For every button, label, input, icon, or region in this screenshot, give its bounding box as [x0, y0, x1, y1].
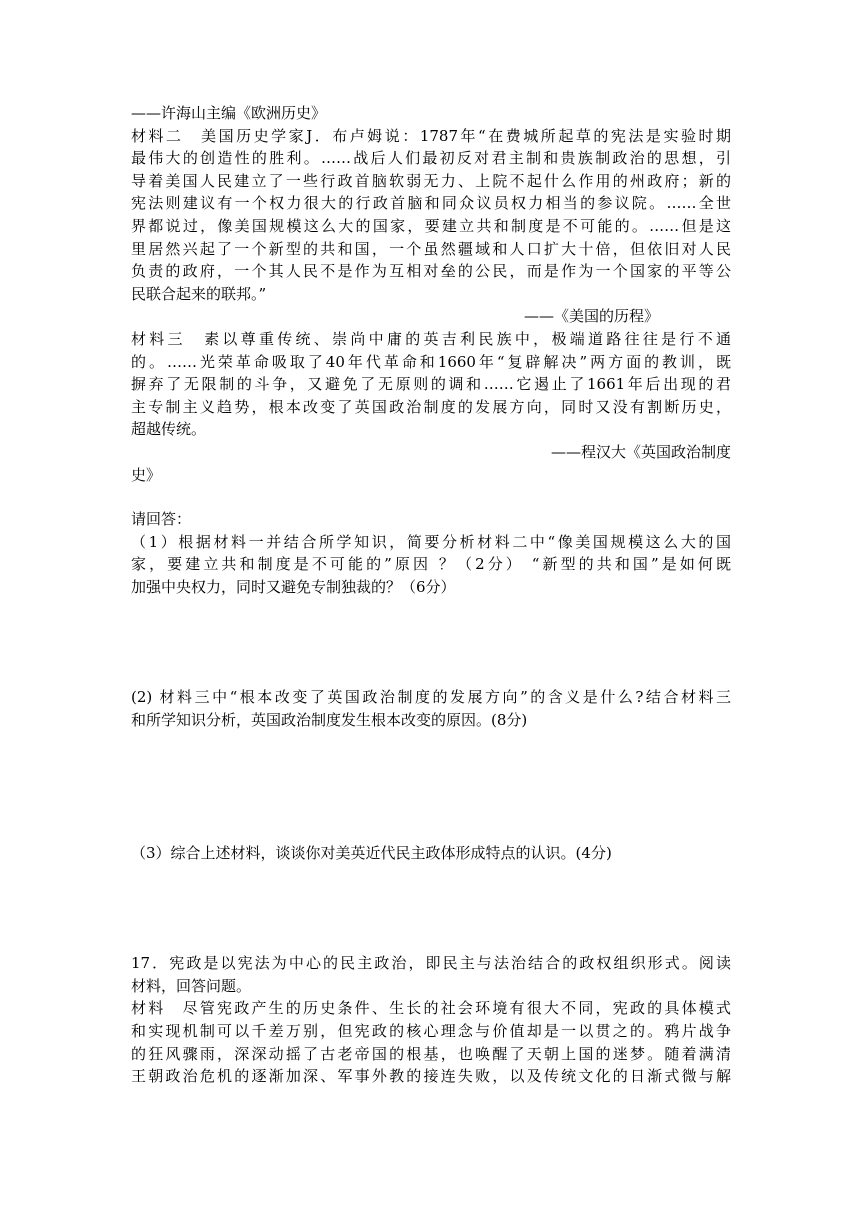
- question-3: [131, 842, 731, 865]
- material-two-line: 最伟大的创造性的胜利。……战后人们最初反对君主制和贵族制政治的思想，引: [131, 149, 731, 168]
- material-two-line: 导着美国人民建立了一些行政首脑软弱无力、上院不起什么作用的州政府；新的: [131, 171, 731, 190]
- question-2-line: 和所学知识分析，英国政治制度发生根本改变的原因。(8分): [131, 711, 528, 730]
- material-two: [131, 125, 731, 328]
- answer-space-3[interactable]: [131, 864, 731, 952]
- material-two-line: 宪法则建议有一个权力很大的行政首脑和同众议员权力相当的参议院。……全世: [131, 194, 731, 213]
- material-two-line: 材料二 美国历史学家J．布卢姆说：1787年“在费城所起草的宪法是实验时期: [131, 126, 731, 145]
- question-17-line: 的狂风骤雨，深深动摇了古老帝国的根基，也唤醒了天朝上国的迷梦。随着满清: [131, 1044, 731, 1063]
- question-17: [131, 952, 731, 1088]
- question-17-line: 和实现机制可以千差万别，但宪政的核心理念与价值却是一以贯之的。鸦片战争: [131, 1022, 731, 1041]
- question-17-line: 王朝政治危机的逐渐加深、军事外教的接连失败，以及传统文化的日渐式微与解: [131, 1067, 731, 1086]
- answer-space-2[interactable]: [131, 732, 731, 842]
- answer-prompt: 请回答：: [131, 510, 192, 529]
- answer-space-1[interactable]: [131, 598, 731, 686]
- question-3-line: （3）综合上述材料，谈谈你对美英近代民主政体形成特点的认识。(4分): [131, 843, 612, 862]
- document-page: [131, 102, 731, 1088]
- material-three-source-cont: 史》: [131, 465, 162, 484]
- question-2: [131, 686, 731, 731]
- material-three-line: 主专制主义趋势，根本改变了英国政治制度的发展方向，同时又没有割断历史，: [131, 397, 731, 416]
- material-three-line: 的。……光荣革命吸取了40年代革命和1660年“复辟解决”两方面的教训，既: [131, 352, 731, 371]
- question-17-line: 材料，回答问题。: [131, 976, 252, 995]
- question-1-line: 加强中央权力，同时又避免专制独裁的？（6分）: [131, 577, 456, 596]
- material-two-line: 界都说过，像美国规模这么大的国家，要建立共和制度是不可能的。……但是这: [131, 216, 731, 235]
- material-three-line: 摒弃了无限制的斗争，又避免了无原则的调和……它遏止了1661年后出现的君: [131, 375, 731, 394]
- material-three-source: ——程汉大《英国政治制度: [550, 442, 731, 461]
- question-2-line: (2) 材料三中“根本改变了英国政治制度的发展方向”的含义是什么?结合材料三: [131, 688, 731, 707]
- material-two-line: 里居然兴起了一个新型的共和国，一个虽然疆域和人口扩大十倍，但依旧对人民: [131, 239, 731, 258]
- question-1-line: （1）根据材料一并结合所学知识，简要分析材料二中“像美国规模这么大的国: [131, 532, 731, 551]
- question-17-line: 材料 尽管宪政产生的历史条件、生长的社会环境有很大不同，宪政的具体模式: [131, 999, 731, 1018]
- material-two-line: 负责的政府，一个其人民不是作为互相对垒的公民，而是作为一个国家的平等公: [131, 262, 731, 281]
- material-two-source: ——《美国的历程》: [523, 307, 659, 326]
- question-1-line: 家，要建立共和制度是不可能的”原因 ？（2分） “新型的共和国”是如何既: [131, 555, 731, 574]
- source-citation-1: ——许海山主编《欧洲历史》: [131, 104, 327, 122]
- material-three-line: 材料三 素以尊重传统、崇尚中庸的英吉利民族中，极端道路往往是行不通: [131, 329, 731, 348]
- material-three-line: 超越传统。: [131, 420, 207, 439]
- material-two-line: 民联合起来的联邦。”: [131, 284, 267, 303]
- question-17-line: 17．宪政是以宪法为中心的民主政治，即民主与法治结合的政权组织形式。阅读: [131, 954, 731, 973]
- material-three: [131, 328, 731, 486]
- question-1: [131, 531, 731, 599]
